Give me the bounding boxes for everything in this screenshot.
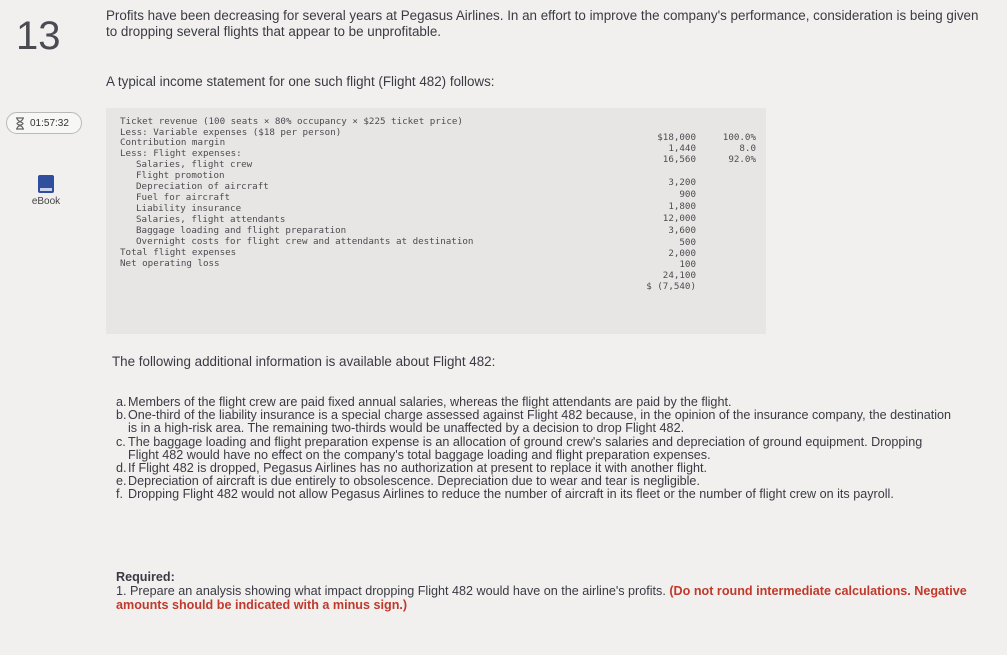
list-item-text: The baggage loading and flight preparation expense is an allocation of ground crew's salaries and depreciation of ground equipment. Dropping Flight 482 would have no effect on the company's total baggage loading and flight preparation expenses. (128, 434, 923, 462)
required-heading: Required: (116, 570, 175, 584)
statement-row-amount: 1,800 (668, 201, 696, 212)
statement-row-amount: 24,100 (662, 270, 696, 281)
statement-row-percent: 8.0 (739, 143, 756, 154)
list-item-letter: d. (116, 461, 127, 476)
ebook-label: eBook (31, 196, 61, 207)
statement-row-amount: $ (7,540) (646, 281, 696, 292)
required-note: (Do not round intermediate calculations. Negative amounts should be indicated with a minus sign.) (116, 584, 967, 612)
additional-info-lead: The following additional information is available about Flight 482: (112, 354, 496, 369)
required-task: 1. Prepare an analysis showing what impact dropping Flight 482 would have on the airline's profits. (116, 584, 666, 598)
list-item-letter: b. (116, 408, 127, 423)
list-item-text: Dropping Flight 482 would not allow Pegasus Airlines to reduce the number of aircraft in its fleet or the number of flight crew on its payroll. (128, 487, 894, 502)
statement-row-label: Overnight costs for flight crew and attendants at destination (136, 236, 474, 247)
list-item-letter: f. (116, 487, 123, 502)
list-item (116, 409, 956, 435)
statement-row-label: Ticket revenue (100 seats × 80% occupancy × $225 ticket price) (120, 116, 463, 127)
required-section (116, 570, 976, 612)
statement-row-amount: 1,440 (668, 143, 696, 154)
statement-row-label: Total flight expenses (120, 247, 237, 258)
intro-paragraph: Profits have been decreasing for several years at Pegasus Airlines. In an effort to improve the company's performance, consideration is being given to dropping several flights that appear to be unprofitable. (106, 8, 979, 39)
statement-row-label: Salaries, flight crew (136, 159, 253, 170)
statement-row-label: Depreciation of aircraft (136, 181, 269, 192)
statement-row-label: Contribution margin (120, 137, 226, 148)
statement-row-amount: 3,200 (668, 177, 696, 188)
timer-value: 01:57:32 (30, 117, 69, 129)
statement-row-amount: 100 (679, 259, 696, 270)
list-item-letter: e. (116, 474, 127, 489)
statement-row-label: Liability insurance (136, 203, 242, 214)
book-icon (38, 175, 54, 193)
statement-row-label: Net operating loss (120, 258, 220, 269)
list-item-text: Depreciation of aircraft is due entirely to obsolescence. Depreciation due to wear and tear is negligible. (128, 474, 700, 489)
timer[interactable] (6, 112, 82, 134)
statement-row-amount: 3,600 (668, 225, 696, 236)
statement-row-amount: 16,560 (662, 154, 696, 165)
list-item-letter: c. (116, 434, 126, 449)
statement-row-label: Less: Flight expenses: (120, 148, 242, 159)
list-item-text: Members of the flight crew are paid fixed annual salaries, whereas the flight attendants are paid by the flight. (128, 395, 732, 409)
statement-row-amount: 500 (679, 237, 696, 248)
statement-lead: A typical income statement for one such flight (Flight 482) follows: (106, 74, 495, 89)
statement-row-percent: 92.0% (728, 154, 756, 165)
list-item-letter: a. (116, 395, 127, 409)
list-item-text: One-third of the liability insurance is a special charge assessed against Flight 482 because, in the opinion of the insurance company, the destination is in a high-risk area. The remaining two-thirds would be unaffected by a decision to drop Flight 482. (128, 408, 952, 436)
list-item (116, 488, 956, 501)
statement-row-label: Salaries, flight attendants (136, 214, 286, 225)
statement-row-percent: 100.0% (722, 132, 756, 143)
hourglass-icon (15, 117, 25, 130)
statement-row-label: Baggage loading and flight preparation (136, 225, 347, 236)
list-item-text: If Flight 482 is dropped, Pegasus Airlines has no authorization at present to replace it with another flight. (128, 461, 707, 476)
statement-row-label: Less: Variable expenses ($18 per person) (120, 127, 342, 138)
statement-row-label: Fuel for aircraft (136, 192, 231, 203)
income-statement (106, 108, 766, 334)
list-item (116, 436, 956, 462)
statement-row-amount: 12,000 (662, 213, 696, 224)
ebook-button[interactable] (22, 175, 70, 207)
additional-info-list (116, 396, 956, 502)
question-number: 13 (16, 14, 61, 58)
statement-row-amount: 900 (679, 189, 696, 200)
statement-row-amount: 2,000 (668, 248, 696, 259)
statement-row-label: Flight promotion (136, 170, 225, 181)
statement-row-amount: $18,000 (657, 132, 696, 143)
